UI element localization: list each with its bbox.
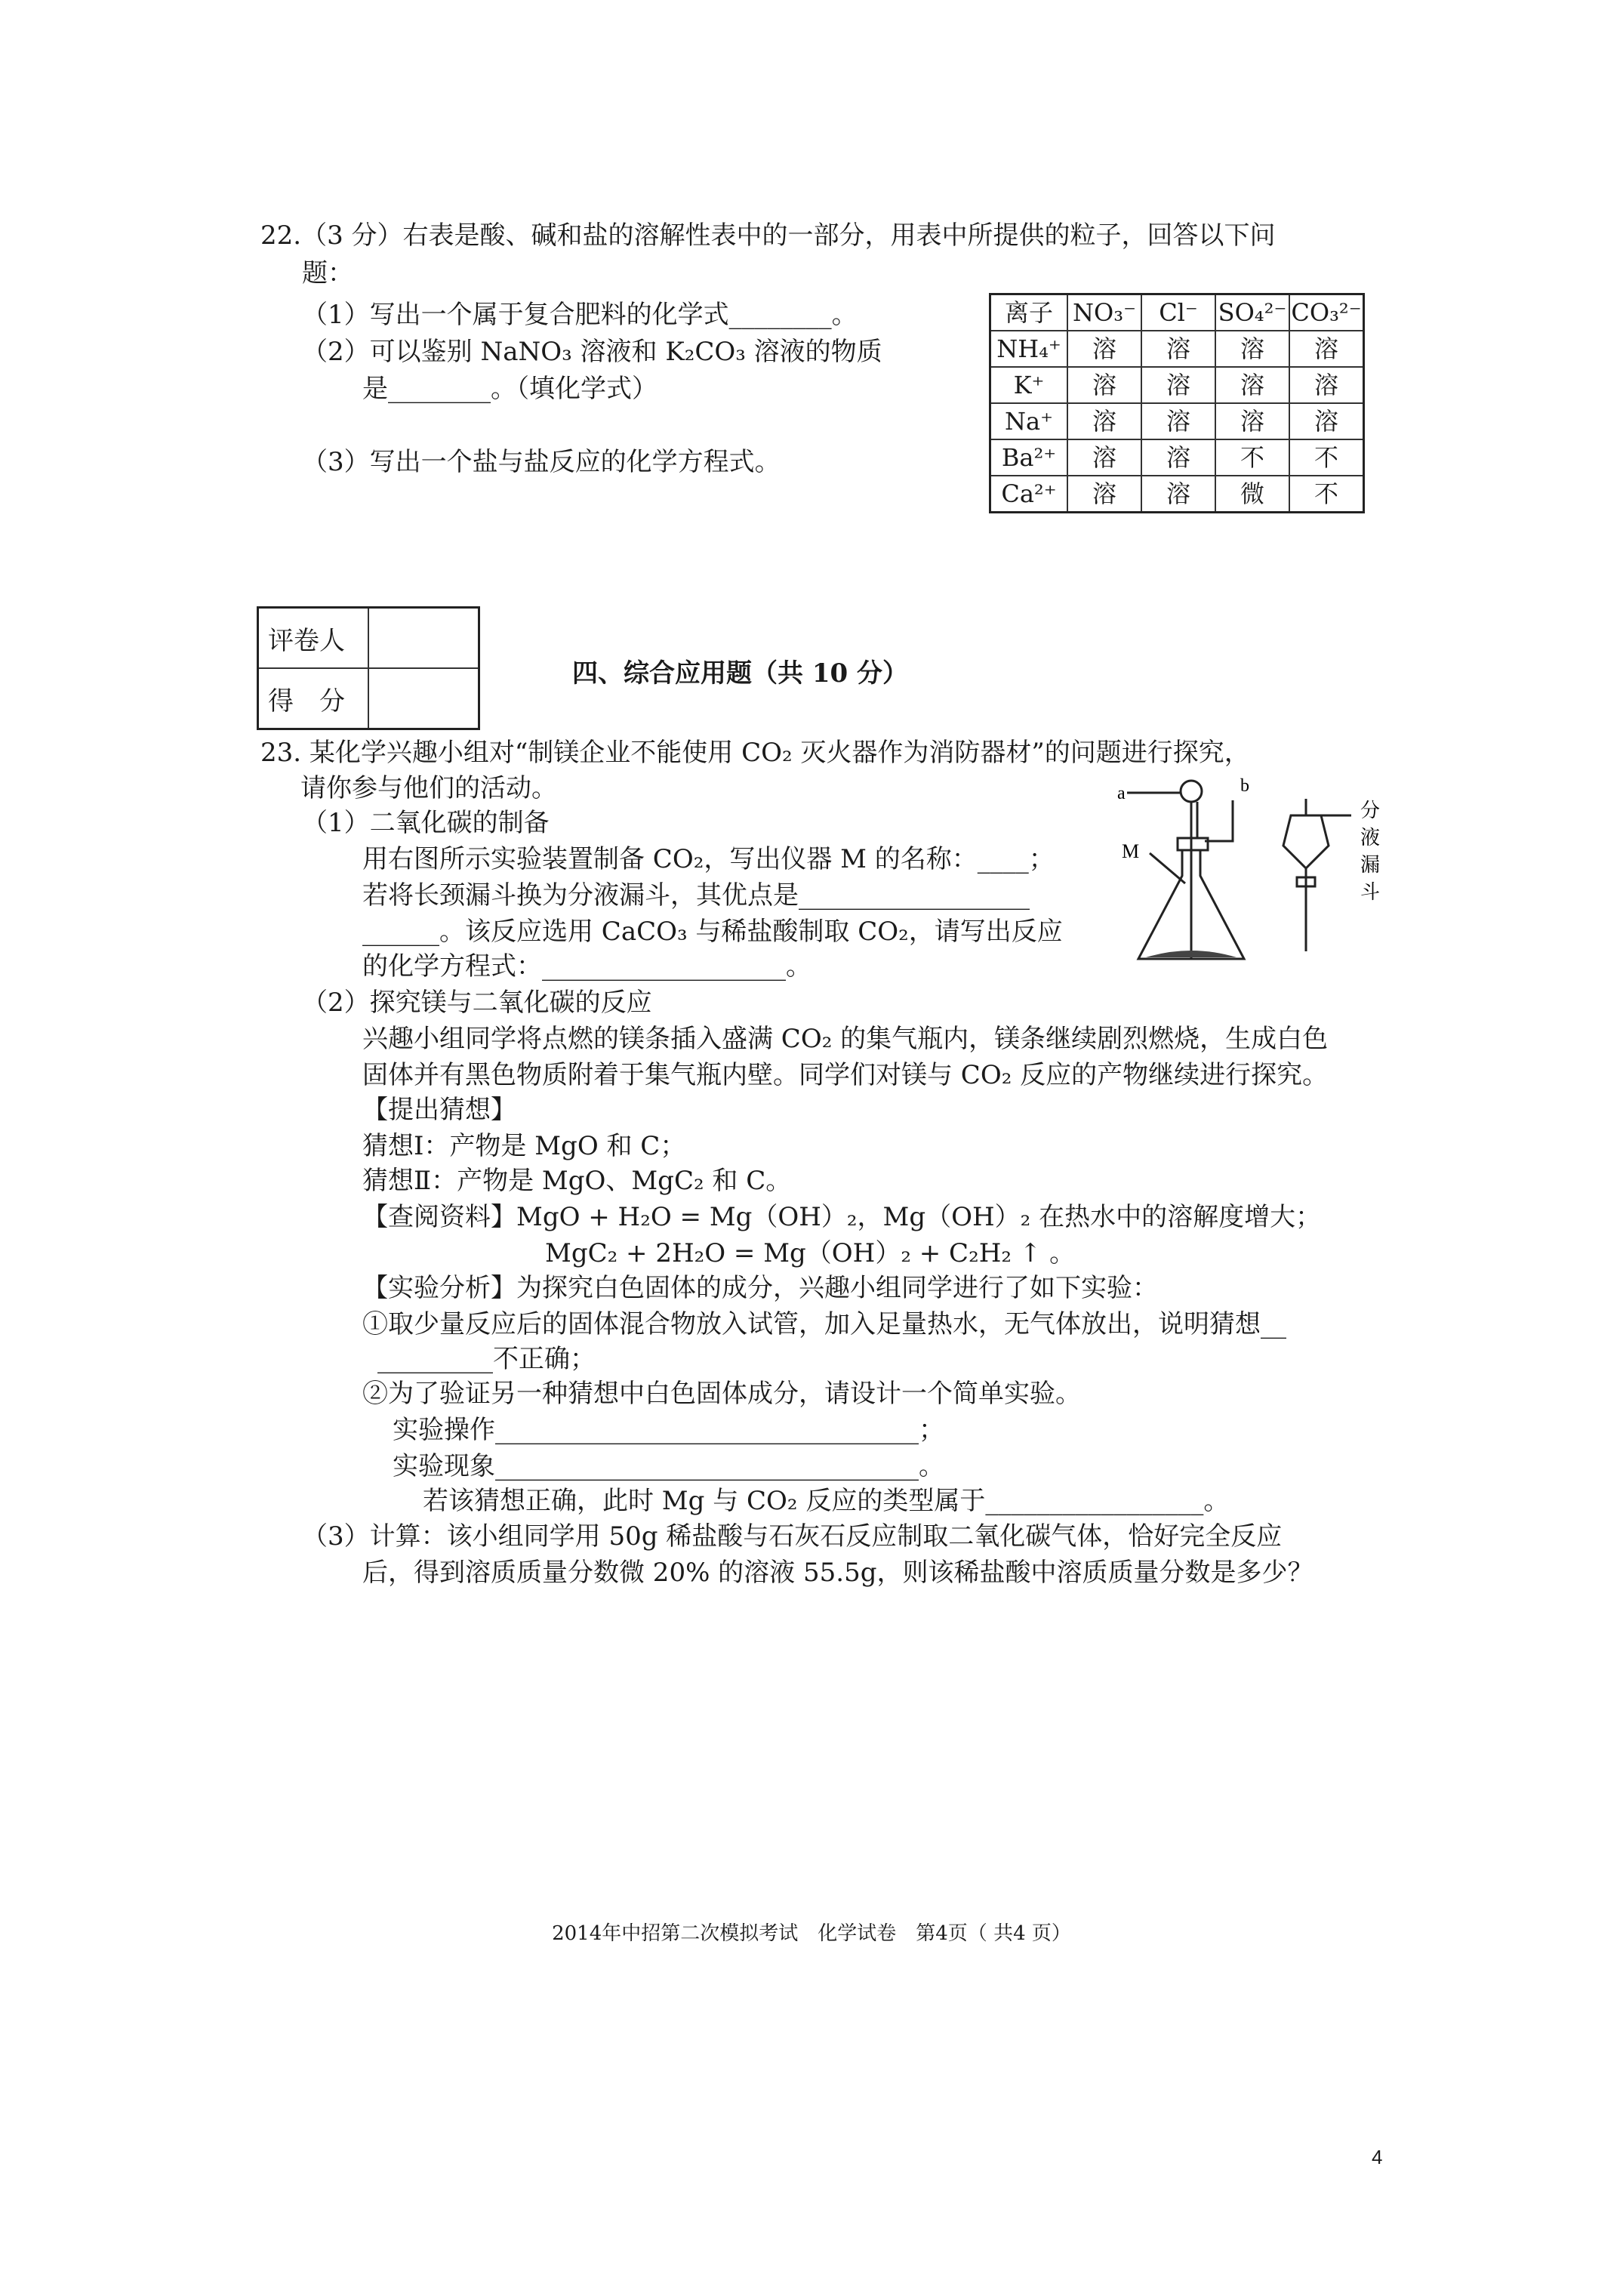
table-cell: 不 (1289, 476, 1364, 513)
table-header-cell: SO₄²⁻ (1215, 294, 1289, 331)
section-title: 四、综合应用题（共 10 分） (572, 658, 908, 689)
table-header-cell: 离子 (990, 294, 1068, 331)
label-b: b (1240, 776, 1249, 796)
table-cell: 溶 (1067, 367, 1141, 403)
table-cell: 溶 (1215, 331, 1289, 367)
q22-part1: （1）写出一个属于复合肥料的化学式________。 (302, 300, 858, 330)
q23-part2-a: 兴趣小组同学将点燃的镁条插入盛满 CO₂ 的集气瓶内，镁条继续剧烈燃烧，生成白色 (362, 1024, 1329, 1054)
q23-part3-b: 后，得到溶质质量分数微 20% 的溶液 55.5g，则该稀盐酸中溶质质量分数是多少？ (362, 1558, 1313, 1588)
q23-part2-b: 固体并有黑色物质附着于集气瓶内壁。同学们对镁与 CO₂ 反应的产物继续进行探究。 (362, 1060, 1329, 1090)
funnel-label-3: 漏 (1360, 854, 1381, 877)
table-cell: Ca²⁺ (990, 476, 1068, 513)
score-box (257, 606, 480, 730)
table-header-row (990, 294, 1364, 331)
q23-line1: 23. 某化学兴趣小组对“制镁企业不能使用 CO₂ 灭火器作为消防器材”的问题进行探究， (260, 738, 1250, 768)
table-cell: 溶 (1289, 331, 1364, 367)
table-cell: 溶 (1289, 403, 1364, 439)
page-number: 4 (1372, 2146, 1383, 2168)
table-cell: 溶 (1289, 367, 1364, 403)
table-cell: NH₄⁺ (990, 331, 1068, 367)
table-row (990, 403, 1364, 439)
q23-part1-a: 用右图所示实验装置制备 CO₂，写出仪器 M 的名称：____； (362, 844, 1055, 874)
q23-part2-k: ②为了验证另一种猜想中白色固体成分，请设计一个简单实验。 (362, 1379, 1081, 1409)
table-cell: 溶 (1067, 439, 1141, 476)
q23-part2-f: 【查阅资料】MgO + H₂O = Mg（OH）₂，Mg（OH）₂ 在热水中的溶解度增大； (362, 1202, 1322, 1232)
table-cell: 溶 (1215, 403, 1289, 439)
page-footer: 2014年中招第二次模拟考试 化学试卷 第4页（ 共4 页） (552, 1922, 1071, 1945)
table-header-cell: Cl⁻ (1141, 294, 1215, 331)
q23-part3-a: （3）计算：该小组同学用 50g 稀盐酸与石灰石反应制取二氧化碳气体，恰好完全反应 (302, 1521, 1283, 1552)
q23-part2-g: MgC₂ + 2H₂O = Mg（OH）₂ + C₂H₂ ↑ 。 (545, 1238, 1076, 1268)
table-row (990, 476, 1364, 513)
q23-part2-h: 【实验分析】为探究白色固体的成分，兴趣小组同学进行了如下实验： (362, 1273, 1158, 1303)
table-cell: 微 (1215, 476, 1289, 513)
q23-part1-d: 的化学方程式：___________________。 (362, 951, 812, 982)
q22-line1: 22.（3 分）右表是酸、碱和盐的溶解性表中的一部分，用表中所提供的粒子，回答以下问 (260, 220, 1276, 251)
table-cell: 溶 (1141, 439, 1215, 476)
q22-part3: （3）写出一个盐与盐反应的化学方程式。 (302, 447, 781, 477)
table-cell: 不 (1215, 439, 1289, 476)
q23-part2-n: 若该猜想正确，此时 Mg 与 CO₂ 反应的类型属于_________________。 (423, 1486, 1230, 1516)
table-row (990, 367, 1364, 403)
q22-line2: 题： (302, 258, 353, 288)
q23-part2-m: 实验现象_________________________________。 (393, 1451, 944, 1481)
score-field[interactable] (368, 668, 479, 729)
flask-apparatus-figure (1116, 770, 1267, 974)
funnel-label-4: 斗 (1360, 881, 1381, 904)
grader-field[interactable] (368, 608, 479, 669)
table-header-cell: NO₃⁻ (1067, 294, 1141, 331)
solubility-table (989, 293, 1365, 513)
table-cell: 溶 (1141, 476, 1215, 513)
q23-part1-title: （1）二氧化碳的制备 (302, 808, 550, 838)
table-cell: Ba²⁺ (990, 439, 1068, 476)
table-cell: 溶 (1067, 476, 1141, 513)
q23-part2-c: 【提出猜想】 (362, 1095, 516, 1125)
grader-label: 评卷人 (258, 608, 369, 669)
q23-part2-title: （2）探究镁与二氧化碳的反应 (302, 988, 652, 1018)
table-header-cell: CO₃²⁻ (1289, 294, 1364, 331)
label-M: M (1122, 840, 1140, 862)
table-cell: 溶 (1141, 331, 1215, 367)
table-cell: 溶 (1141, 403, 1215, 439)
table-cell: 溶 (1141, 367, 1215, 403)
score-label: 得 分 (258, 668, 369, 729)
q22-part2a: （2）可以鉴别 NaNO₃ 溶液和 K₂CO₃ 溶液的物质 (302, 337, 882, 367)
q23-part2-e: 猜想Ⅱ：产物是 MgO、MgC₂ 和 C。 (362, 1166, 792, 1196)
q23-part1-c: ______。该反应选用 CaCO₃ 与稀盐酸制取 CO₂，请写出反应 (362, 917, 1063, 947)
funnel-label-1: 分 (1360, 800, 1381, 822)
table-cell: Na⁺ (990, 403, 1068, 439)
q23-part2-d: 猜想Ⅰ：产物是 MgO 和 C； (362, 1131, 686, 1161)
label-a: a (1117, 784, 1126, 803)
table-cell: 溶 (1067, 403, 1141, 439)
table-cell: 溶 (1067, 331, 1141, 367)
table-cell: 不 (1289, 439, 1364, 476)
table-cell: 溶 (1215, 367, 1289, 403)
q22-part2b: 是________。（填化学式） (362, 374, 658, 404)
q23-line2: 请你参与他们的活动。 (300, 773, 557, 803)
table-row (990, 331, 1364, 367)
table-cell: K⁺ (990, 367, 1068, 403)
separatory-funnel-figure (1276, 793, 1389, 959)
q23-part2-i: ①取少量反应后的固体混合物放入试管，加入足量热水，无气体放出，说明猜想__ (362, 1309, 1286, 1339)
q23-part2-l: 实验操作_________________________________； (393, 1415, 944, 1445)
q23-part2-j: _________不正确； (377, 1344, 596, 1374)
funnel-label-2: 液 (1360, 827, 1381, 849)
q23-part1-b: 若将长颈漏斗换为分液漏斗，其优点是__________________ (362, 880, 1030, 911)
table-row (990, 439, 1364, 476)
